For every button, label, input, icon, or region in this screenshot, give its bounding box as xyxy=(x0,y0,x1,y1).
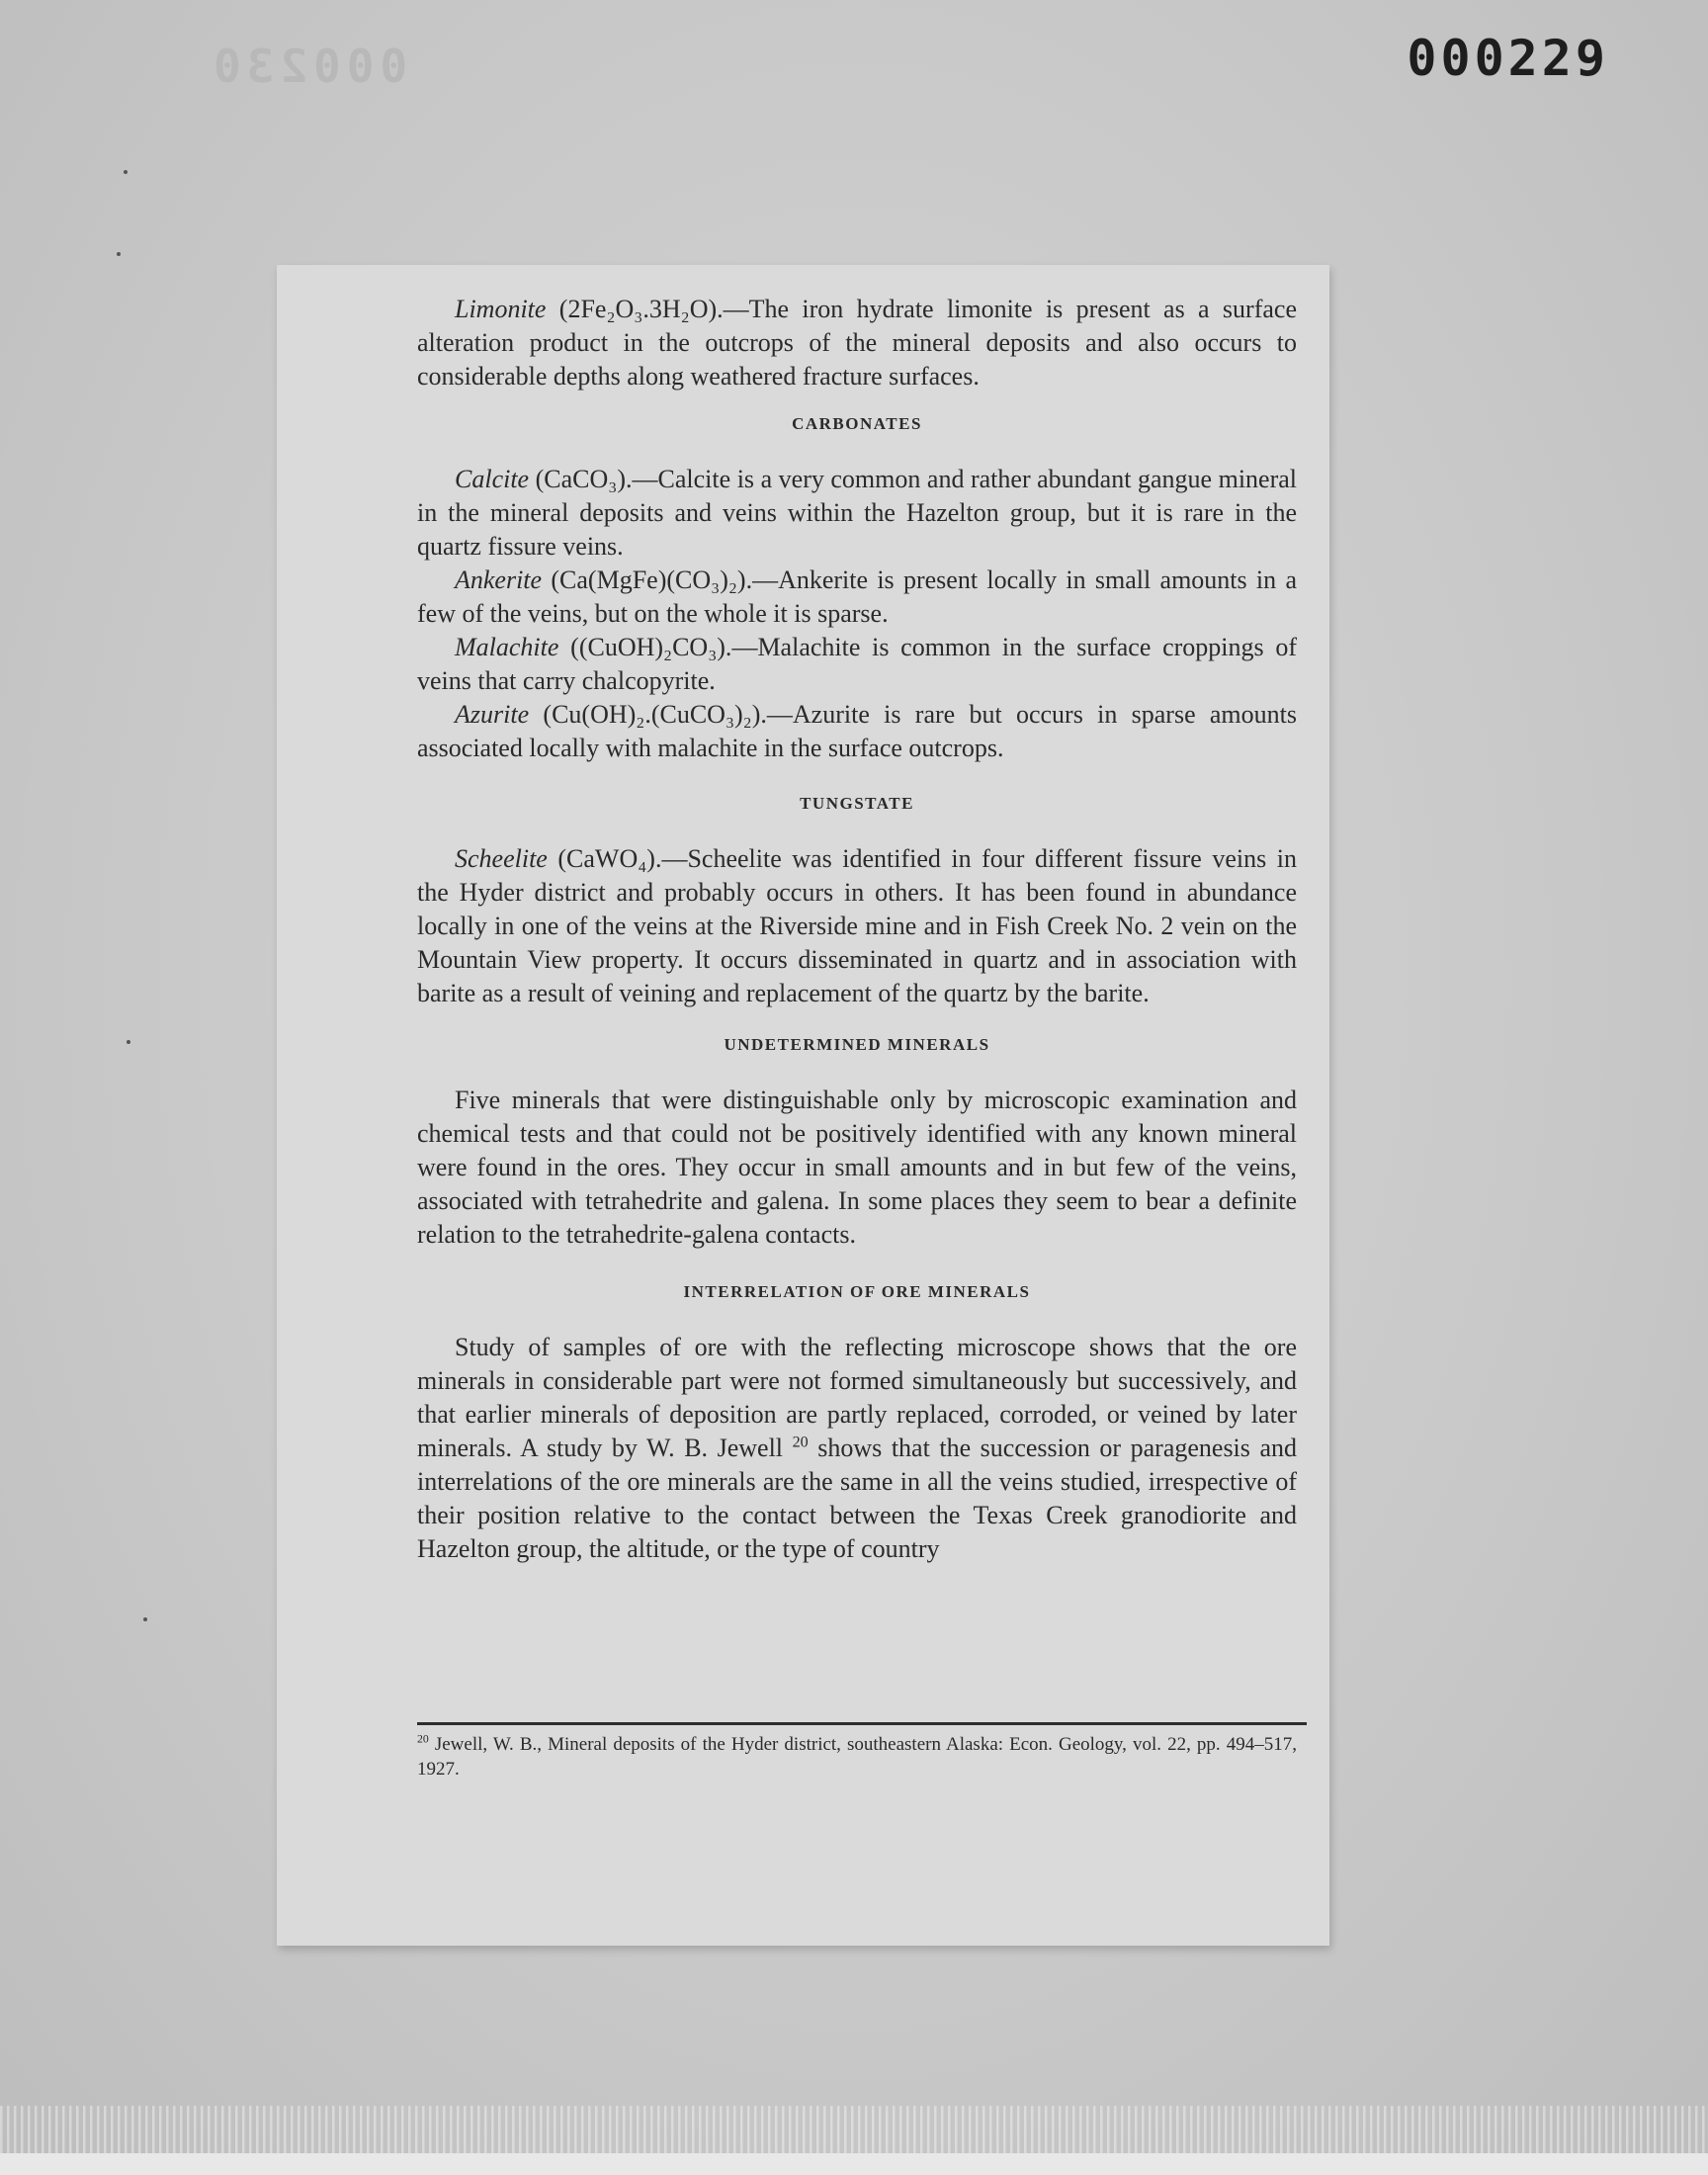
section-heading-carbonates: CARBONATES xyxy=(792,414,922,433)
scan-speck xyxy=(117,252,121,256)
scanner-edge xyxy=(0,2153,1708,2175)
paragraph-text: —Calcite is a very common and rather abundant gangue mineral in the mineral deposits and veins within the Hazelton group, but it is rare in the quartz fissure veins. xyxy=(417,465,1298,561)
mineral-formula: (Cu(OH)₂.(CuCO₃)₂). xyxy=(543,700,767,729)
mineral-formula: (2Fe₂O₃.3H₂O). xyxy=(558,295,724,323)
footnote-reference: 20 xyxy=(792,1434,809,1451)
scan-speck xyxy=(127,1040,130,1044)
scheelite-paragraph xyxy=(417,842,1297,1010)
page-number-stamp: 000229 xyxy=(1407,30,1609,87)
footnote xyxy=(417,1732,1297,1782)
mineral-name: Scheelite xyxy=(455,844,548,873)
bleed-through-page-number: 000230 xyxy=(208,40,408,93)
section-heading-tungstate: TUNGSTATE xyxy=(800,794,914,813)
calcite-paragraph xyxy=(417,463,1297,564)
paragraph-text: —The iron hydrate limonite is present as a surface alteration product in the outcrops of the mineral deposits and also occurs to considerable depths along weathered fracture surfaces. xyxy=(417,295,1297,391)
footnote-text: Jewell, W. B., Mineral deposits of the Hyder district, southeastern Alaska: Econ. Geology, vol. 22, pp. 494–517, 1927. xyxy=(417,1734,1297,1780)
paragraph-text: shows that the succession or paragenesis and interrelations of the ore minerals are the same in all the veins studied, irrespective of their position relative to the contact between the Texas Creek granodiorite and Hazelton group, the altitude, or the type of country xyxy=(417,1434,1297,1563)
interrelation-paragraph xyxy=(417,1331,1297,1566)
text-column xyxy=(417,293,1297,1566)
mineral-formula: (CaWO₄). xyxy=(557,844,662,873)
paragraph-text: —Ankerite is present locally in small amounts in a few of the veins, but on the whole it is sparse. xyxy=(417,566,1297,628)
paragraph-text: —Azurite is rare but occurs in sparse amounts associated locally with malachite in the surface outcrops. xyxy=(417,700,1297,762)
footnote-divider xyxy=(417,1722,1307,1725)
ankerite-paragraph xyxy=(417,564,1297,631)
azurite-paragraph xyxy=(417,698,1297,765)
paragraph-text: —Scheelite was identified in four different fissure veins in the Hyder district and probably occurs in others. It has been found in abundance locally in one of the veins at the Riverside mine and in Fish Creek No. 2 vein on the Mountain View property. It occurs disseminated in quartz and in association with barite as a result of veining and replacement of the quartz by the barite. xyxy=(417,844,1298,1007)
paragraph-text: —Malachite is common in the surface croppings of veins that carry chalcopyrite. xyxy=(417,633,1298,695)
scan-speck xyxy=(124,170,128,174)
mineral-name: Azurite xyxy=(455,700,530,729)
undetermined-paragraph: Five minerals that were distinguishable only by microscopic examination and chemical tests and that could not be positively identified with any known mineral were found in the ores. They occur in small amounts and in but few of the veins, associated with tetrahedrite and galena. In some places they seem to bear a definite relation to the tetrahedrite-galena contacts. xyxy=(417,1086,1297,1249)
mineral-formula: (Ca(MgFe)(CO₃)₂). xyxy=(551,566,753,594)
scan-speck xyxy=(143,1617,147,1621)
mineral-name: Calcite xyxy=(455,465,530,493)
limonite-paragraph xyxy=(417,293,1297,393)
malachite-paragraph xyxy=(417,631,1297,698)
section-heading-undetermined-minerals: UNDETERMINED MINERALS xyxy=(724,1035,990,1054)
section-heading-interrelation: INTERRELATION OF ORE MINERALS xyxy=(683,1282,1031,1301)
paragraph-text: Study of samples of ore with the reflecting microscope shows that the ore minerals in considerable part were not formed simultaneously but successively, and that earlier minerals of deposition are partly replaced, corroded, or veined by later minerals. A study by W. B. Jewell xyxy=(417,1333,1297,1462)
mineral-name: Malachite xyxy=(455,633,559,661)
footnote-marker: 20 xyxy=(417,1732,429,1746)
mineral-name: Ankerite xyxy=(455,566,543,594)
mineral-formula: (CaCO₃). xyxy=(535,465,633,493)
mineral-name: Limonite xyxy=(455,295,547,323)
mineral-formula: ((CuOH)₂CO₃). xyxy=(570,633,732,661)
